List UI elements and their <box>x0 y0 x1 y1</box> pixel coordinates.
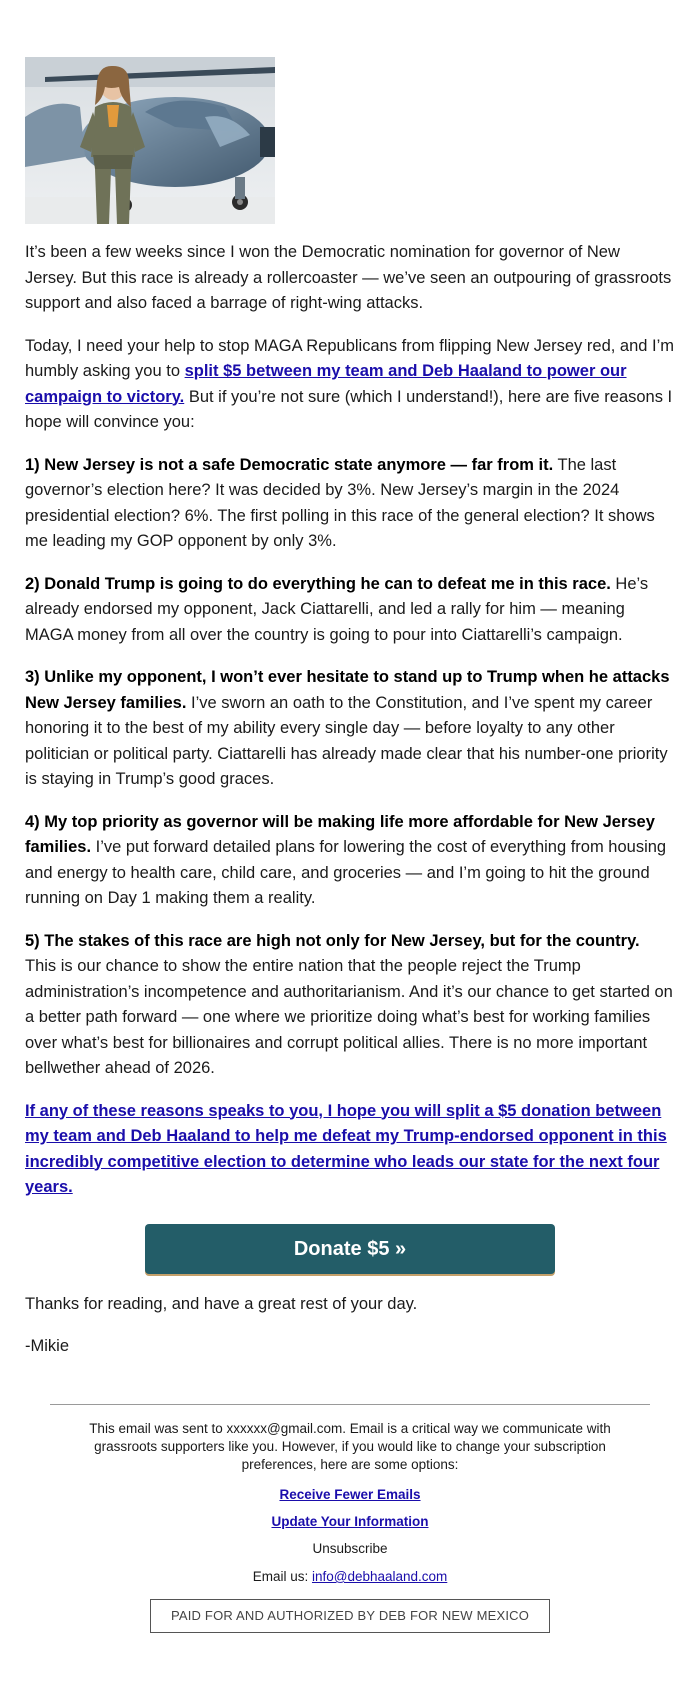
reason-5-text: This is our chance to show the entire nation that the people reject the Trump administration’s incompetence and authoritarianism. And it’s our chance to get started on a better path forward — one where we prioritize doing what’s best for working families over what’s best for billionaires and corrupt political allies. There is no more important bellwether ahead of 2026. <box>25 957 673 1077</box>
signoff: -Mikie <box>25 1337 69 1355</box>
reason-4-text: I’ve put forward detailed plans for lowering the cost of everything from housing and energy to health care, child care, and groceries — and I’m going to hit the ground running on Day 1 making them a reality. <box>25 838 667 907</box>
thanks-paragraph: Thanks for reading, and have a great rest of your day. <box>25 1294 418 1313</box>
hero-illustration <box>25 57 275 224</box>
ask-text-before: Today, I need your help to stop MAGA Republicans from flipping New Jersey red, and I’m humbly asking you to <box>25 336 675 380</box>
email-footer <box>50 1404 650 1633</box>
hero-photo <box>25 57 275 224</box>
intro-paragraph: It’s been a few weeks since I won the Democratic nomination for governor of New Jersey. But this race is already a rollercoaster — we’ve seen an outpouring of grassroots support and also faced a barrage of right-wing attacks. <box>25 243 672 312</box>
cta-paragraph <box>25 1099 675 1201</box>
donate-button[interactable]: Donate $5 » <box>145 1224 555 1274</box>
reason-3-text: I’ve sworn an oath to the Constitution, and I’ve spent my career honoring it to the best of my ability every single day — before loyalty to any other politician or political party. Ciattarelli has already made clear that his number-one priority is staying in Trump’s good graces. <box>25 693 668 788</box>
update-information-link[interactable]: Update Your Information <box>271 1514 429 1529</box>
receive-fewer-emails-link[interactable]: Receive Fewer Emails <box>279 1487 421 1502</box>
reason-4 <box>25 810 675 912</box>
reason-1-heading: 1) New Jersey is not a safe Democratic state anymore — far from it. <box>25 455 554 474</box>
reason-3-heading: 3) Unlike my opponent, I won’t ever hesitate to stand up to Trump when he attacks New Jersey families. <box>25 668 670 712</box>
split-donation-link[interactable]: split $5 between my team and Deb Haaland to power our campaign to victory. <box>25 362 627 406</box>
reason-3 <box>25 665 675 793</box>
ask-paragraph <box>25 334 675 436</box>
reason-2 <box>25 572 675 649</box>
donate-button-row <box>25 1224 675 1274</box>
reason-4-heading: 4) My top priority as governor will be making life more affordable for New Jersey families. <box>25 812 655 856</box>
reason-5-heading: 5) The stakes of this race are high not only for New Jersey, but for the country. <box>25 931 640 950</box>
email-us-line <box>50 1568 650 1586</box>
ask-text-after: But if you’re not sure (which I understand!), here are five reasons I hope will convince you: <box>25 387 673 431</box>
email-us-label: Email us: <box>252 1569 312 1584</box>
reason-5 <box>25 929 675 1082</box>
subscription-notice: This email was sent to xxxxxx@gmail.com. Email is a critical way we communicate with grassroots supporters like you. However, if you would like to change your subscription preferences, here are some options: <box>89 1421 611 1472</box>
reason-2-text: He’s already endorsed my opponent, Jack Ciattarelli, and led a rally for him — meaning MAGA money from all over the country is going to pour into Ciattarelli’s campaign. <box>25 574 649 644</box>
donation-cta-link[interactable]: If any of these reasons speaks to you, I hope you will split a $5 donation between my team and Deb Haaland to help me defeat my Trump-endorsed opponent in this incredibly competitive election to determine who leads our state for the next four years. <box>25 1101 667 1196</box>
email-copy <box>25 240 675 1377</box>
email-us-address-link[interactable]: info@debhaaland.com <box>311 1569 448 1584</box>
reason-1-text: The last governor’s election here? It was decided by 3%. New Jersey’s margin in the 2024 presidential election? 6%. The first polling in this race of the general election? It shows me leading my GOP opponent by only 3%. <box>25 455 655 550</box>
unsubscribe-link[interactable]: Unsubscribe <box>312 1541 388 1556</box>
reason-1 <box>25 453 675 555</box>
reason-2-heading: 2) Donald Trump is going to do everything he can to defeat me in this race. <box>25 574 611 593</box>
paid-for-disclaimer: PAID FOR AND AUTHORIZED BY DEB FOR NEW MEXICO <box>150 1599 550 1633</box>
